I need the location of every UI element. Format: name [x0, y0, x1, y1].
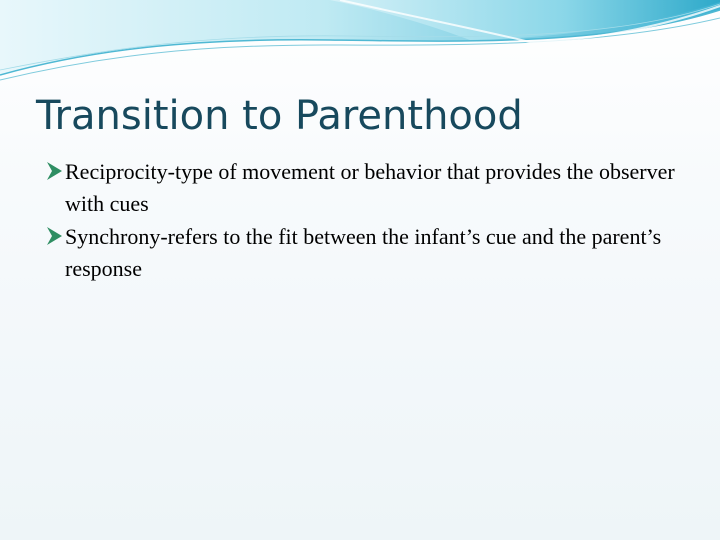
- bullet-item-synchrony: [46, 221, 686, 285]
- slide-title: Transition to Parenthood: [36, 93, 523, 139]
- arrowhead-bullet-icon: [46, 161, 63, 181]
- bullet-item-reciprocity: [46, 156, 686, 220]
- bullet-list: [46, 156, 686, 286]
- header-wave-decoration: [0, 0, 720, 90]
- bullet-text-synchrony: Synchrony-refers to the fit between the infant’s cue and the parent’s response: [65, 224, 662, 281]
- arrowhead-bullet-icon: [46, 226, 63, 246]
- bullet-text-reciprocity: Reciprocity-type of movement or behavior that provides the observer with cues: [65, 159, 675, 216]
